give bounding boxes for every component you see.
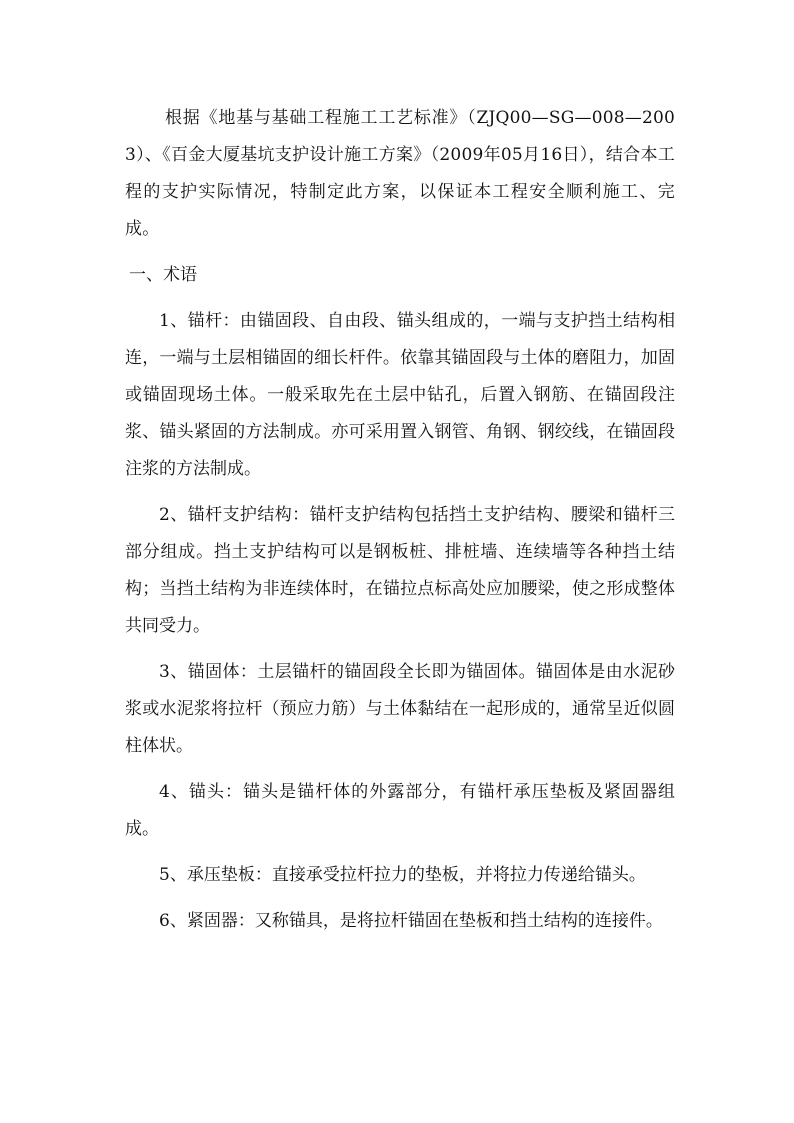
term-paragraph-4: 4、锚头：锚头是锚杆体的外露部分，有锚杆承压垫板及紧固器组成。 — [125, 782, 675, 839]
document-body — [125, 100, 675, 940]
term-paragraph-2: 2、锚杆支护结构：锚杆支护结构包括挡土支护结构、腰梁和锚杆三部分组成。挡土支护结构可以是钢板桩、排桩墙、连续墙等各种挡土结构；当挡土结构为非连续体时，在锚拉点标高处应加腰梁，使之形成整体共同受力。 — [125, 505, 675, 636]
term-paragraph-6: 6、紧固器：又称锚具，是将拉杆锚固在垫板和挡土结构的连接件。 — [159, 911, 663, 931]
section-heading-terms: 一、术语 — [129, 265, 197, 285]
term-paragraph-5: 5、承压垫板：直接承受拉杆拉力的垫板，并将拉力传递给锚头。 — [159, 865, 646, 885]
intro-paragraph: 根据《地基与基础工程施工工艺标准》（ZJQ00—SG—008—2003）、《百金大厦基坑支护设计施工方案》（2009年05月16日），结合本工程的支护实际情况，特制定此方案，以保证本工程安全顺利施工、完成。 — [125, 108, 675, 239]
term-paragraph-3: 3、锚固体：土层锚杆的锚固段全长即为锚固体。锚固体是由水泥砂浆或水泥浆将拉杆（预应力筋）与土体黏结在一起形成的，通常呈近似圆柱体状。 — [125, 662, 675, 756]
term-paragraph-1: 1、锚杆：由锚固段、自由段、锚头组成的，一端与支护挡土结构相连，一端与土层相锚固的细长杆件。依靠其锚固段与土体的磨阻力，加固或锚固现场土体。一般采取先在土层中钻孔，后置入钢筋、在锚固段注浆、锚头紧固的方法制成。亦可采用置入钢管、角钢、钢绞线，在锚固段注浆的方法制成。 — [125, 311, 675, 479]
